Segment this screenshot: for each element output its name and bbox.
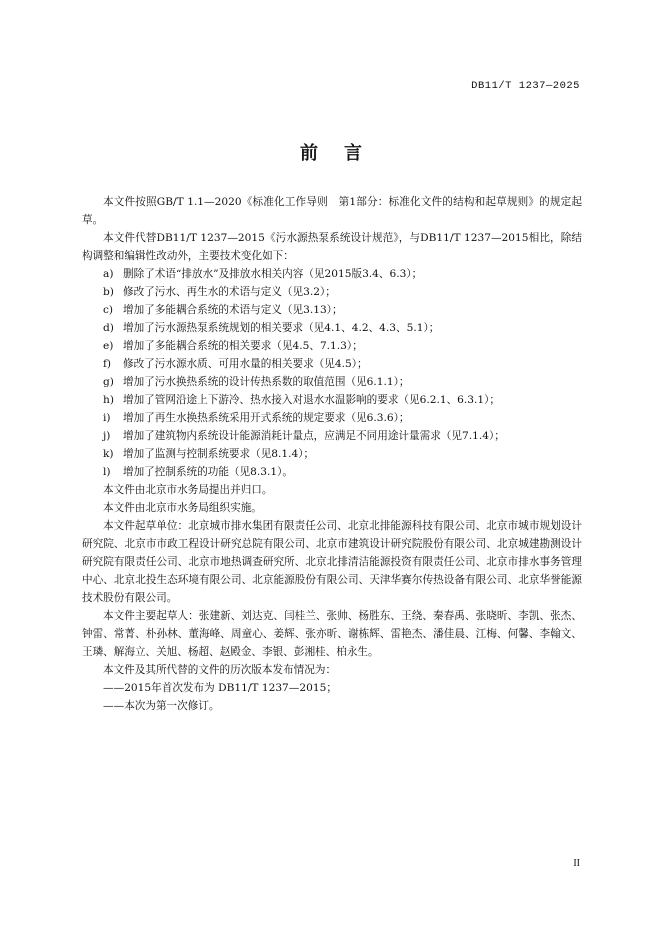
history-intro: 本文件及其所代替的文件的历次版本发布情况为： <box>103 664 337 676</box>
drafters: 本文件主要起草人：张建新、刘达克、闫桂兰、张帅、杨胜东、王绕、秦春禹、张晓昕、李凯、张杰、钟雷、常菁、朴孙林、董海峰、周童心、姜辉、张亦昕、谢栋辉、雷艳杰、潘佳晨、江梅、何馨、李翰文、王璘、解海立、关旭、杨超、赵殿金、李银、彭湘桂、柏永生。 <box>82 610 582 658</box>
list-item <box>82 319 582 337</box>
history-item: ——2015年首次发布为 DB11/T 1237—2015； <box>103 682 337 694</box>
history-item: ——本次为第一次修订。 <box>103 700 220 712</box>
list-item <box>82 265 582 283</box>
list-marker: a) <box>103 268 114 280</box>
list-item <box>82 391 582 409</box>
list-marker: f) <box>103 358 112 370</box>
list-item <box>82 301 582 319</box>
list-item <box>82 445 582 463</box>
list-item <box>82 463 582 481</box>
list-marker: b) <box>103 286 114 298</box>
change-list <box>82 265 582 481</box>
list-text: 增加了多能耦合系统的术语与定义（见3.13）； <box>123 304 343 316</box>
list-text: 增加了控制系统的功能（见8.3.1）。 <box>123 466 293 478</box>
list-text: 删除了术语“排放水”及排放水相关内容（见2015版3.4、6.3）； <box>123 268 423 280</box>
list-text: 增加了建筑物内系统设计能源消耗计量点，应满足不同用途计量需求（见7.1.4）； <box>123 430 505 442</box>
drafting-units: 本文件起草单位：北京城市排水集团有限责任公司、北京北排能源科技有限公司、北京市城市规划设计研究院、北京市市政工程设计研究总院有限公司、北京市建筑设计研究院股份有限公司、北京城建勘测设计研究院有限责任公司、北京市地热调查研究所、北京北排清洁能源投资有限责任公司、北京市排水事务管理中心、北京北投生态环境有限公司、北京能源股份有限公司、天津华赛尔传热设备有限公司、北京华誉能源技术股份有限公司。 <box>82 520 582 604</box>
list-item <box>82 373 582 391</box>
list-item <box>82 283 582 301</box>
list-marker: k) <box>103 448 114 460</box>
page-number: II <box>573 858 580 869</box>
list-marker: e) <box>103 340 114 352</box>
list-text: 增加了再生水换热系统采用开式系统的规定要求（见6.3.6）； <box>123 412 410 424</box>
page-title: 前言 <box>300 143 388 164</box>
list-text: 修改了污水、再生水的术语与定义（见3.2）； <box>123 286 336 298</box>
list-marker: j) <box>103 430 111 442</box>
list-marker: g) <box>103 376 114 388</box>
list-marker: c) <box>103 304 114 316</box>
list-text: 增加了污水源热泵系统规划的相关要求（见4.1、4.2、4.3、5.1）； <box>123 322 440 334</box>
list-item <box>82 409 582 427</box>
foreword-body <box>82 193 582 715</box>
intro-paragraph: 本文件代替DB11/T 1237—2015《污水源热泵系统设计规范》，与DB11/T 1237—2015相比，除结构调整和编辑性改动外，主要技术变化如下： <box>82 232 582 262</box>
list-marker: l) <box>103 466 111 478</box>
list-text: 增加了监测与控制系统要求（见8.1.4）； <box>123 448 315 460</box>
list-item <box>82 355 582 373</box>
list-item <box>82 337 582 355</box>
responsible-dept: 本文件由北京市水务局提出并归口。 <box>103 484 273 496</box>
implementing-dept: 本文件由北京市水务局组织实施。 <box>103 502 262 514</box>
intro-paragraph: 本文件按照GB/T 1.1—2020《标准化工作导则 第1部分：标准化文件的结构和起草规则》的规定起草。 <box>82 196 582 226</box>
list-marker: d) <box>103 322 114 334</box>
list-text: 修改了污水源水质、可用水量的相关要求（见4.5）； <box>123 358 368 370</box>
list-text: 增加了管网沿途上下游冷、热水接入对退水水温影响的要求（见6.2.1、6.3.1）； <box>123 394 501 406</box>
list-text: 增加了多能耦合系统的相关要求（见4.5、7.1.3）； <box>123 340 363 352</box>
document-code: DB11/T 1237—2025 <box>471 80 580 92</box>
list-marker: i) <box>103 412 111 424</box>
list-marker: h) <box>103 394 114 406</box>
list-item <box>82 427 582 445</box>
list-text: 增加了污水换热系统的设计传热系数的取值范围（见6.1.1）； <box>123 376 410 388</box>
